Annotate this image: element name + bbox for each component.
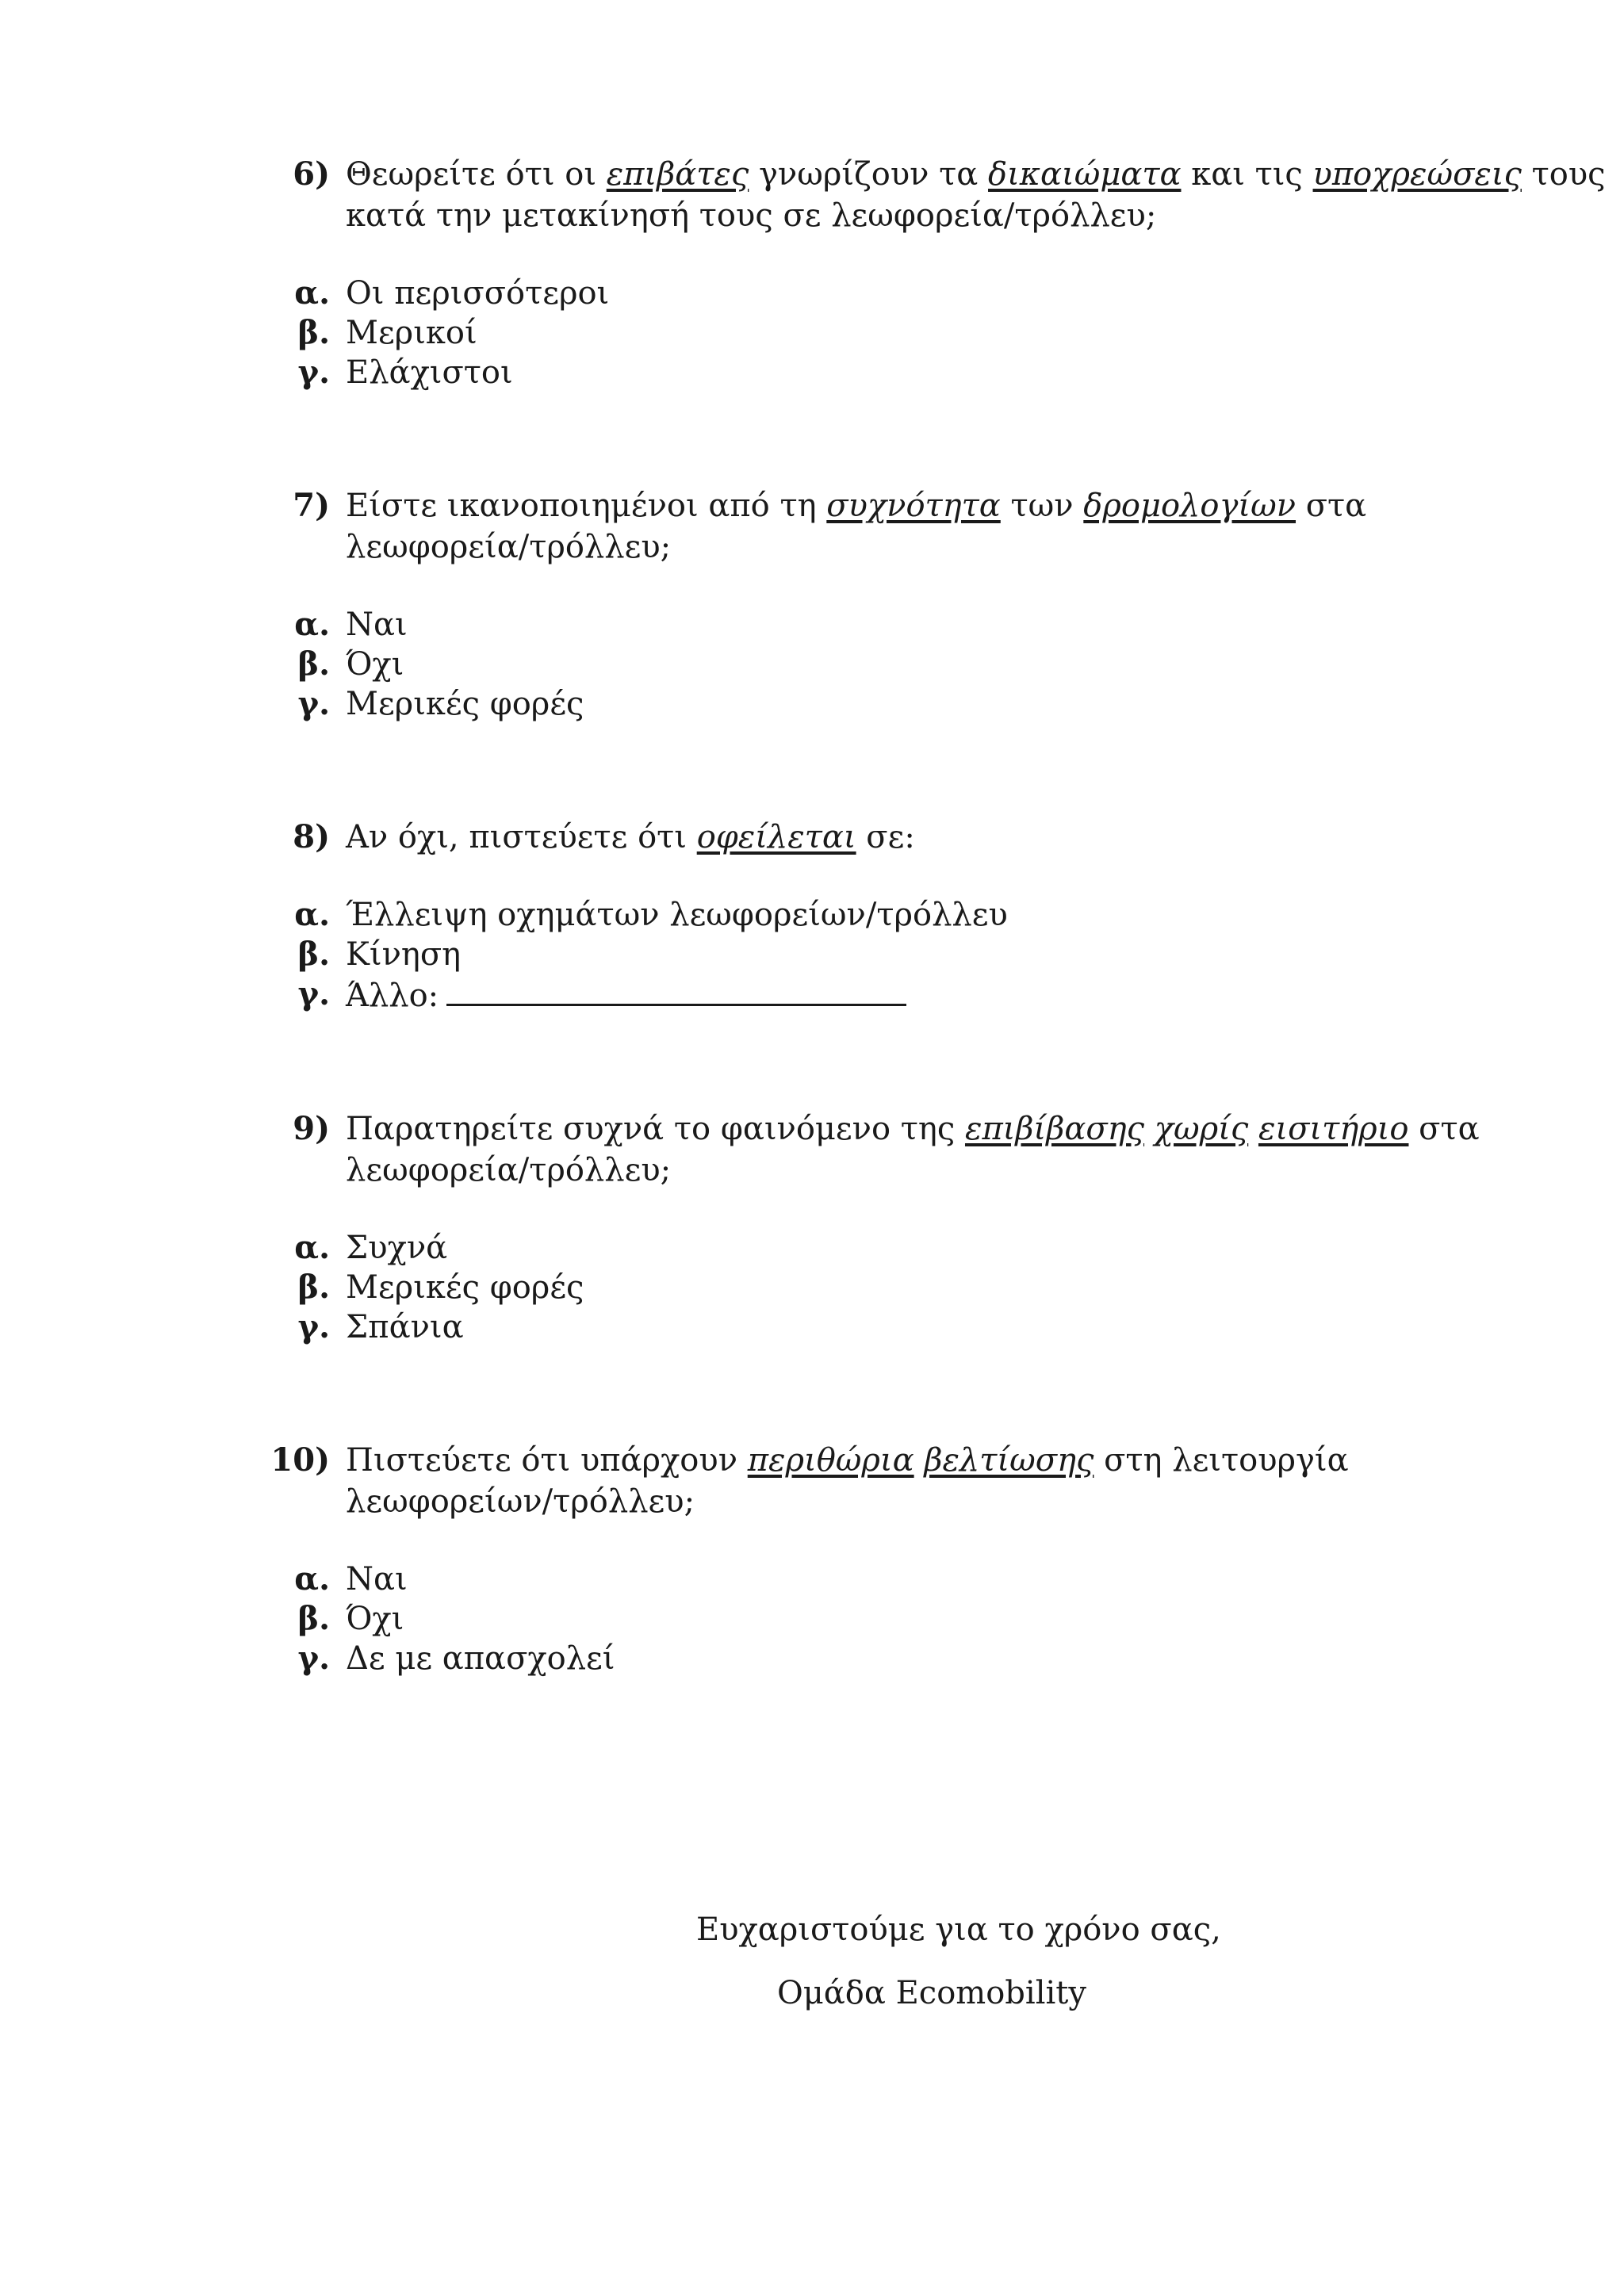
question-text [346,818,915,856]
question-text-continuation: κατά την μετακίνησή τους σε λεωφορεία/τρόλλευ; [346,197,1157,234]
option-label: Όχι [346,646,404,683]
option-letter: α. [294,1229,330,1266]
option-label: Κίνηση [346,936,462,973]
option-text[interactable] [346,1600,404,1638]
option-text[interactable] [346,936,461,974]
option-text[interactable] [346,606,408,644]
option-letter: β. [297,1600,330,1637]
option-label: Σπάνια [346,1309,464,1345]
question-number: 6) [293,155,330,193]
question-text [346,155,1606,193]
option-text[interactable] [346,645,404,683]
option-label: Έλλειψη οχημάτων λεωφορείων/τρόλλευ [346,897,1008,933]
question-text-segment: στα [1296,488,1367,524]
question-text-segment: και τις [1181,156,1313,193]
option-label: Ναι [346,607,408,643]
underlined-term: δρομολογίων [1083,488,1297,524]
option-letter: β. [297,645,330,683]
option-label: Μερικές φορές [346,1269,584,1306]
question-text-segment: Παρατηρείτε συχνά το φαινόμενο της [346,1111,965,1147]
question-text-continuation: λεωφορείων/τρόλλευ; [346,1483,695,1520]
question-text-segment: στα [1408,1111,1480,1147]
closing-thanks: Ευχαριστούμε για το χρόνο σας, [696,1911,1221,1948]
option-text[interactable] [346,314,477,352]
option-label: Οι περισσότεροι [346,275,610,312]
question-text-segment: Αν όχι, πιστεύετε ότι [346,819,697,855]
underlined-term: εισιτήριο [1258,1111,1409,1147]
option-label: Ναι [346,1561,408,1598]
option-letter: β. [297,936,330,973]
option-letter: γ. [297,1640,330,1677]
underlined-term: οφείλεται [696,819,856,855]
option-letter: α. [294,606,330,643]
question-text-segment [1144,1111,1155,1147]
option-letter: γ. [297,685,330,722]
question-number: 9) [293,1110,330,1147]
question-text-continuation: λεωφορεία/τρόλλευ; [346,529,672,565]
question-text-segment: στη λειτουργία [1094,1442,1349,1479]
underlined-term: συχνότητα [826,488,1001,524]
option-letter: α. [294,274,330,312]
question-number: 7) [293,487,330,524]
question-text-continuation: λεωφορεία/τρόλλευ; [346,1152,672,1188]
option-text[interactable] [346,1640,615,1678]
option-label: Δε με απασχολεί [346,1640,615,1677]
closing-team-signature: Ομάδα Ecomobility [777,1975,1086,2011]
underlined-term: δικαιώματα [988,156,1182,193]
question-text-segment [1248,1111,1258,1147]
fill-in-blank-line[interactable] [446,975,906,1006]
option-text[interactable] [346,1560,408,1598]
question-text [346,1441,1349,1479]
question-text [346,1110,1480,1148]
underlined-term: επιβάτες [606,156,749,193]
question-text [346,487,1366,525]
option-letter: γ. [297,1308,330,1345]
option-label: Ελάχιστοι [346,354,513,391]
underlined-term: βελτίωσης [924,1442,1094,1479]
option-text[interactable] [346,896,1008,934]
question-text-segment: Θεωρείτε ότι οι [346,156,607,193]
option-label: Μερικές φορές [346,686,584,722]
underlined-term: επιβίβασης [964,1111,1145,1147]
option-letter: β. [297,1269,330,1306]
option-letter: γ. [297,975,330,1012]
option-text[interactable] [346,274,609,312]
question-text-segment: τους [1521,156,1606,193]
option-label: Όχι [346,1601,404,1637]
option-text[interactable] [346,975,906,1015]
underlined-term: χωρίς [1154,1111,1249,1147]
question-number: 8) [293,818,330,855]
question-text-segment: των [1000,488,1084,524]
option-text[interactable] [346,685,584,723]
option-text[interactable] [346,1308,464,1346]
question-text-segment: Είστε ικανοποιημένοι από τη [346,488,827,524]
underlined-term: περιθώρια [747,1442,914,1479]
option-label: Συχνά [346,1230,448,1266]
underlined-term: υποχρεώσεις [1312,156,1522,193]
option-label: Άλλο: [346,978,439,1014]
question-number: 10) [270,1441,330,1479]
option-label: Μερικοί [346,315,477,351]
question-text-segment: σε: [856,819,915,855]
option-text[interactable] [346,1229,447,1267]
option-letter: β. [297,314,330,351]
option-letter: α. [294,1560,330,1598]
option-text[interactable] [346,354,513,392]
option-text[interactable] [346,1269,584,1307]
question-text-segment [914,1442,925,1479]
question-text-segment: γνωρίζουν τα [749,156,989,193]
question-text-segment: Πιστεύετε ότι υπάρχουν [346,1442,748,1479]
option-letter: α. [294,896,330,933]
option-letter: γ. [297,354,330,391]
